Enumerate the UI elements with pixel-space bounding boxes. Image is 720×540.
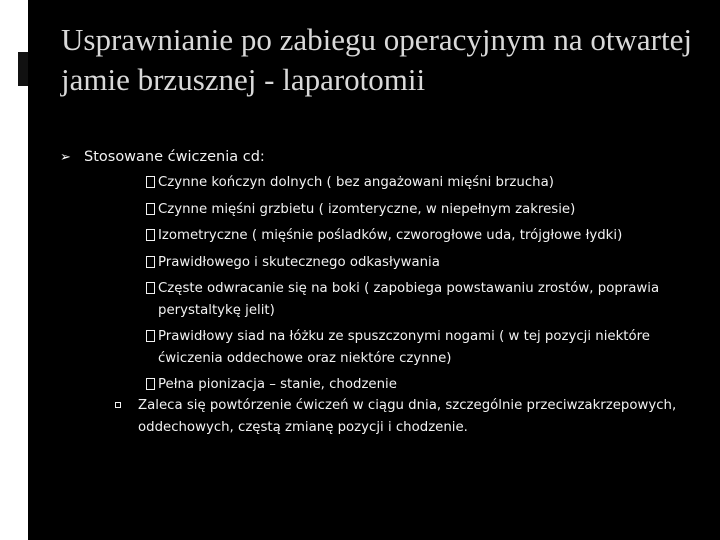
list-item [146,199,706,221]
list-item [146,252,706,274]
second-bullet [138,395,708,438]
list-item [146,326,706,369]
list-item-text: Izometryczne ( mięśnie pośladków, czworogłowe uda, trójgłowe łydki) [158,228,623,243]
second-bullet-text: Zaleca się powtórzenie ćwiczeń w ciągu dnia, szczególnie przeciwzakrzepowych, oddechowych, częstą zmianę pozycji i chodzenie. [138,398,677,435]
slide-panel [28,0,720,540]
box-bullet-icon [146,229,155,241]
box-bullet-icon [146,256,155,268]
exercise-list [146,172,706,401]
list-item-text: Pełna pionizacja – stanie, chodzenie [158,377,397,392]
box-bullet-icon [146,203,155,215]
box-bullet-icon [146,176,155,188]
slide-title: Usprawnianie po zabiegu operacyjnym na otwartej jamie brzusznej - laparotomii [61,22,692,97]
list-item-text: Czynne mięśni grzbietu ( izomteryczne, w niepełnym zakresie) [158,201,576,217]
left-margin-strip [0,0,28,540]
list-item [146,374,706,396]
slide-content [28,0,720,540]
list-item-text: Prawidłowy siad na łóżku ze spuszczonymi nogami ( w tej pozycji niektóre ćwiczenia oddechowe oraz niektóre czynne) [158,329,650,366]
list-item [146,172,706,194]
decorative-block [18,52,28,86]
box-bullet-icon [146,330,155,342]
list-item-text: Częste odwracanie się na boki ( zapobiega powstawaniu zrostów, poprawia perystaltykę jelit) [158,281,660,318]
list-item-text: Prawidłowego i skutecznego odkasływania [158,254,440,270]
arrow-bullet-icon: ➢ [60,150,71,165]
main-bullet-text: Stosowane ćwiczenia cd: [84,149,265,165]
list-item [146,225,706,247]
list-item-text: Czynne kończyn dolnych ( bez angażowani mięśni brzucha) [158,175,554,190]
box-bullet-icon [146,282,155,294]
list-item [146,278,706,321]
main-bullet [60,147,265,167]
box-bullet-icon [146,378,155,390]
small-box-bullet-icon [115,402,121,408]
